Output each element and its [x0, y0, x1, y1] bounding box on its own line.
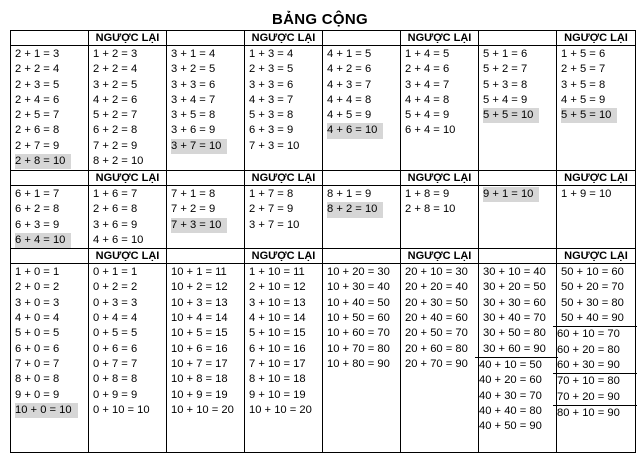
equation-group — [475, 357, 558, 434]
equation-group — [557, 264, 635, 326]
header-row — [11, 249, 636, 264]
equation: 0 + 7 = 7 — [93, 357, 138, 370]
equation: 2 + 2 = 4 — [93, 63, 138, 76]
equation: 40 + 20 = 60 — [479, 374, 542, 387]
equation-cell — [401, 186, 479, 249]
equation: 5 + 4 = 9 — [483, 93, 528, 106]
equation — [327, 123, 398, 138]
equation: 20 + 60 = 80 — [405, 342, 468, 355]
reverse-label: NGƯỢC LẠI — [251, 250, 316, 263]
equation-cell — [245, 264, 323, 453]
equation-group — [401, 264, 478, 372]
equation: 70 + 20 = 90 — [557, 390, 620, 403]
equation: 1 + 0 = 1 — [15, 266, 60, 279]
equation-group — [89, 186, 166, 248]
equation-cell — [323, 46, 401, 171]
equation-cell — [401, 46, 479, 171]
equation: 5 + 1 = 6 — [483, 48, 528, 60]
equation: 4 + 10 = 14 — [249, 312, 306, 325]
equation: 3 + 1 = 4 — [171, 48, 216, 60]
equation: 10 + 10 = 20 — [171, 403, 234, 416]
equation: 6 + 2 = 8 — [93, 124, 138, 137]
equation: 5 + 2 = 7 — [483, 63, 528, 76]
equation: 9 + 10 = 19 — [249, 388, 306, 401]
reverse-label: NGƯỢC LẠI — [251, 32, 316, 44]
equation: 0 + 2 = 2 — [93, 281, 138, 294]
equation-cell — [323, 186, 401, 249]
header-cell — [479, 171, 557, 186]
equation: 1 + 9 = 10 — [561, 188, 612, 200]
addition-table — [10, 30, 636, 453]
equation-group — [167, 186, 244, 233]
equation: 8 + 10 = 18 — [249, 373, 306, 386]
equation: 4 + 6 = 10 — [93, 233, 144, 246]
equation: 10 + 10 = 20 — [249, 403, 312, 416]
equation — [171, 218, 242, 233]
highlighted-equation: 10 + 0 = 10 — [15, 403, 78, 418]
equation: 20 + 30 = 50 — [405, 296, 468, 309]
equation: 10 + 2 = 12 — [171, 281, 228, 294]
equation: 6 + 3 = 9 — [15, 218, 60, 231]
equation: 10 + 7 = 17 — [171, 357, 228, 370]
equation: 8 + 0 = 8 — [15, 373, 60, 386]
header-cell — [401, 171, 479, 186]
equation: 6 + 10 = 16 — [249, 342, 306, 355]
equation-cell — [401, 264, 479, 453]
equation-cell — [11, 186, 89, 249]
reverse-label: NGƯỢC LẠI — [564, 32, 628, 44]
header-cell — [323, 249, 401, 264]
equation: 4 + 4 = 8 — [405, 93, 450, 106]
equation: 4 + 1 = 5 — [327, 48, 372, 60]
equation — [15, 154, 86, 169]
equation: 30 + 30 = 60 — [483, 296, 546, 309]
header-cell — [245, 249, 323, 264]
equation: 10 + 9 = 19 — [171, 388, 228, 401]
equation: 1 + 10 = 11 — [249, 266, 305, 279]
equation-cell — [557, 264, 636, 453]
equation: 6 + 3 = 9 — [249, 124, 294, 137]
equation: 10 + 4 = 14 — [171, 312, 228, 325]
equation-group — [401, 46, 478, 139]
equation: 8 + 2 = 10 — [93, 155, 144, 168]
equation: 4 + 3 = 7 — [249, 93, 294, 106]
header-cell — [11, 249, 89, 264]
equation: 7 + 1 = 8 — [171, 188, 216, 200]
equation: 7 + 2 = 9 — [171, 203, 216, 216]
equation: 2 + 5 = 7 — [15, 109, 60, 122]
reverse-label: NGƯỢC LẠI — [564, 250, 628, 263]
equation: 0 + 4 = 4 — [93, 312, 138, 325]
equation-group — [553, 326, 637, 373]
equation-cell — [167, 46, 245, 171]
equation — [483, 108, 554, 123]
equation: 4 + 0 = 4 — [15, 312, 60, 325]
equation-group — [553, 373, 637, 405]
equation: 0 + 5 = 5 — [93, 327, 138, 340]
equation: 1 + 8 = 9 — [405, 188, 450, 200]
equation: 10 + 40 = 50 — [327, 296, 390, 309]
equation: 3 + 4 = 7 — [405, 78, 450, 91]
header-cell — [245, 171, 323, 186]
equation-cell — [245, 46, 323, 171]
equation: 4 + 2 = 6 — [327, 63, 372, 76]
equation: 2 + 6 = 8 — [93, 203, 138, 216]
equation: 7 + 2 = 9 — [93, 139, 138, 152]
equation: 1 + 3 = 4 — [249, 48, 294, 60]
equation: 70 + 10 = 80 — [557, 375, 620, 388]
equation: 2 + 3 = 5 — [249, 63, 294, 76]
highlighted-equation: 9 + 1 = 10 — [483, 187, 539, 202]
equation: 5 + 3 = 8 — [249, 109, 294, 122]
equation-group — [11, 186, 88, 248]
header-cell — [167, 249, 245, 264]
equation: 3 + 0 = 3 — [15, 296, 60, 309]
equation: 40 + 30 = 70 — [479, 389, 542, 402]
page-title: BẢNG CỘNG — [271, 11, 369, 28]
equation: 6 + 4 = 10 — [405, 124, 456, 137]
reverse-label: NGƯỢC LẠI — [95, 250, 160, 263]
equation: 50 + 30 = 80 — [561, 296, 624, 309]
equation: 3 + 6 = 9 — [93, 218, 138, 231]
equation-group — [479, 46, 556, 123]
equation: 1 + 2 = 3 — [93, 48, 138, 60]
equation-cell — [89, 46, 167, 171]
equation: 20 + 20 = 40 — [405, 281, 468, 294]
equation-group — [479, 264, 556, 357]
equation: 50 + 10 = 60 — [561, 266, 624, 279]
reverse-label: NGƯỢC LẠI — [407, 32, 472, 44]
equation: 2 + 0 = 2 — [15, 281, 60, 294]
equation: 5 + 4 = 9 — [405, 109, 450, 122]
equation: 6 + 1 = 7 — [15, 188, 60, 200]
header-cell — [245, 31, 323, 46]
equation: 5 + 10 = 15 — [249, 327, 306, 340]
equation: 20 + 50 = 70 — [405, 327, 468, 340]
equation: 9 + 0 = 9 — [15, 388, 60, 401]
equation: 20 + 10 = 30 — [405, 266, 468, 279]
equation-group — [245, 46, 322, 154]
header-cell — [11, 31, 89, 46]
highlighted-equation: 7 + 3 = 10 — [171, 218, 227, 233]
equation: 10 + 3 = 13 — [171, 296, 228, 309]
equation-group — [323, 186, 400, 218]
equation: 2 + 3 = 5 — [15, 78, 60, 91]
equation: 3 + 2 = 5 — [171, 63, 216, 76]
reverse-label: NGƯỢC LẠI — [95, 32, 160, 44]
equation: 10 + 50 = 60 — [327, 312, 390, 325]
equation-cell — [11, 46, 89, 171]
equation: 7 + 3 = 10 — [249, 139, 300, 152]
equation: 2 + 4 = 6 — [15, 93, 60, 106]
equation: 20 + 70 = 90 — [405, 357, 468, 370]
equation: 40 + 10 = 50 — [479, 358, 542, 371]
header-cell — [479, 249, 557, 264]
equation: 10 + 20 = 30 — [327, 266, 390, 279]
equation-cell — [323, 264, 401, 453]
equation: 3 + 3 = 6 — [249, 78, 294, 91]
equation-group — [323, 46, 400, 139]
equation: 1 + 5 = 6 — [561, 48, 606, 60]
equation-group — [11, 264, 88, 418]
equation: 40 + 50 = 90 — [479, 420, 542, 433]
equation: 50 + 20 = 70 — [561, 281, 624, 294]
equation-group — [89, 46, 166, 169]
equation: 4 + 2 = 6 — [93, 93, 138, 106]
equation: 3 + 2 = 5 — [93, 78, 138, 91]
equation-cell — [11, 264, 89, 453]
equation-row — [11, 264, 636, 453]
header-cell — [167, 31, 245, 46]
equation-group — [323, 264, 400, 372]
equation-group — [557, 186, 635, 202]
equation: 10 + 6 = 16 — [171, 342, 228, 355]
equation — [15, 403, 86, 418]
header-cell — [89, 171, 167, 186]
highlighted-equation: 3 + 7 = 10 — [171, 139, 227, 154]
equation: 3 + 3 = 6 — [171, 78, 216, 91]
equation: 30 + 20 = 50 — [483, 281, 546, 294]
equation-row — [11, 46, 636, 171]
highlighted-equation: 4 + 6 = 10 — [327, 123, 383, 138]
header-cell — [323, 31, 401, 46]
header-cell — [89, 249, 167, 264]
equation: 5 + 2 = 7 — [93, 109, 138, 122]
equation: 3 + 7 = 10 — [249, 218, 300, 231]
equation-group — [167, 264, 244, 418]
equation-group — [245, 186, 322, 233]
equation: 2 + 5 = 7 — [561, 63, 606, 76]
equation: 2 + 2 = 4 — [15, 63, 60, 76]
equation-group — [479, 186, 556, 202]
equation: 3 + 4 = 7 — [171, 93, 216, 106]
equation — [15, 233, 86, 248]
equation: 10 + 70 = 80 — [327, 342, 390, 355]
equation: 30 + 60 = 90 — [483, 342, 546, 355]
equation: 1 + 6 = 7 — [93, 188, 138, 200]
equation: 10 + 30 = 40 — [327, 281, 390, 294]
equation — [561, 108, 633, 123]
equation: 2 + 4 = 6 — [405, 63, 450, 76]
equation: 40 + 40 = 80 — [479, 404, 542, 417]
equation: 6 + 0 = 6 — [15, 342, 60, 355]
equation: 2 + 8 = 10 — [405, 203, 456, 216]
equation: 0 + 3 = 3 — [93, 296, 138, 309]
equation: 2 + 10 = 12 — [249, 281, 306, 294]
equation: 60 + 20 = 80 — [557, 343, 620, 356]
equation: 3 + 10 = 13 — [249, 296, 306, 309]
equation-group — [89, 264, 166, 418]
equation: 10 + 8 = 18 — [171, 373, 228, 386]
equation: 6 + 2 = 8 — [15, 203, 60, 216]
header-cell — [401, 249, 479, 264]
equation: 4 + 4 = 8 — [327, 93, 372, 106]
header-cell — [167, 171, 245, 186]
equation: 4 + 5 = 9 — [327, 109, 372, 122]
equation: 8 + 1 = 9 — [327, 188, 372, 200]
header-cell — [401, 31, 479, 46]
equation: 5 + 3 = 8 — [483, 78, 528, 91]
header-cell — [479, 31, 557, 46]
equation: 60 + 10 = 70 — [557, 328, 620, 341]
highlighted-equation: 5 + 5 = 10 — [483, 108, 539, 123]
header-cell — [557, 249, 636, 264]
equation: 5 + 0 = 5 — [15, 327, 60, 340]
reverse-label: NGƯỢC LẠI — [407, 250, 472, 263]
equation: 3 + 5 = 8 — [561, 78, 606, 91]
equation — [171, 139, 242, 154]
equation: 1 + 7 = 8 — [249, 188, 294, 200]
equation: 80 + 10 = 90 — [557, 406, 620, 419]
equation: 30 + 40 = 70 — [483, 312, 546, 325]
equation-group — [557, 46, 635, 123]
equation-group — [11, 46, 88, 169]
equation-cell — [167, 186, 245, 249]
equation: 10 + 1 = 11 — [171, 266, 227, 279]
equation — [483, 187, 554, 202]
header-cell — [557, 171, 636, 186]
equation: 2 + 7 = 9 — [249, 203, 294, 216]
equation-group — [167, 46, 244, 154]
equation: 1 + 4 = 5 — [405, 48, 450, 60]
reverse-label: NGƯỢC LẠI — [251, 172, 316, 184]
equation: 3 + 6 = 9 — [171, 124, 216, 137]
equation: 10 + 60 = 70 — [327, 327, 390, 340]
header-row — [11, 171, 636, 186]
equation: 7 + 10 = 17 — [249, 357, 306, 370]
equation: 0 + 9 = 9 — [93, 388, 138, 401]
header-row — [11, 31, 636, 46]
equation: 0 + 1 = 1 — [93, 266, 138, 279]
reverse-label: NGƯỢC LẠI — [564, 172, 628, 184]
equation-cell — [245, 186, 323, 249]
header-cell — [11, 171, 89, 186]
equation: 30 + 50 = 80 — [483, 327, 546, 340]
equation: 10 + 80 = 90 — [327, 357, 390, 370]
equation — [327, 202, 398, 217]
equation-group — [245, 264, 322, 418]
equation: 10 + 5 = 15 — [171, 327, 228, 340]
equation: 30 + 10 = 40 — [483, 266, 546, 279]
highlighted-equation: 8 + 2 = 10 — [327, 202, 383, 217]
header-cell — [557, 31, 636, 46]
equation-group — [401, 186, 478, 218]
equation-cell — [479, 186, 557, 249]
equation: 0 + 10 = 10 — [93, 403, 150, 416]
equation-cell — [557, 186, 636, 249]
highlighted-equation: 5 + 5 = 10 — [561, 108, 617, 123]
equation-cell — [557, 46, 636, 171]
highlighted-equation: 2 + 8 = 10 — [15, 154, 71, 169]
equation: 0 + 8 = 8 — [93, 373, 138, 386]
highlighted-equation: 6 + 4 = 10 — [15, 233, 71, 248]
equation: 3 + 5 = 8 — [171, 109, 216, 122]
equation-cell — [167, 264, 245, 453]
equation-cell — [89, 186, 167, 249]
equation: 4 + 3 = 7 — [327, 78, 372, 91]
reverse-label: NGƯỢC LẠI — [95, 172, 160, 184]
equation-cell — [479, 264, 557, 453]
equation: 2 + 6 = 8 — [15, 124, 60, 137]
equation-row — [11, 186, 636, 249]
equation: 2 + 7 = 9 — [15, 139, 60, 152]
equation: 50 + 40 = 90 — [561, 312, 624, 325]
equation: 4 + 5 = 9 — [561, 93, 606, 106]
equation-cell — [89, 264, 167, 453]
reverse-label: NGƯỢC LẠI — [407, 172, 472, 184]
equation: 2 + 1 = 3 — [15, 48, 60, 60]
header-cell — [89, 31, 167, 46]
equation-group — [553, 405, 637, 421]
equation: 0 + 6 = 6 — [93, 342, 138, 355]
equation: 60 + 30 = 90 — [557, 358, 620, 371]
equation: 20 + 40 = 60 — [405, 312, 468, 325]
equation: 7 + 0 = 7 — [15, 357, 60, 370]
header-cell — [323, 171, 401, 186]
equation-cell — [479, 46, 557, 171]
